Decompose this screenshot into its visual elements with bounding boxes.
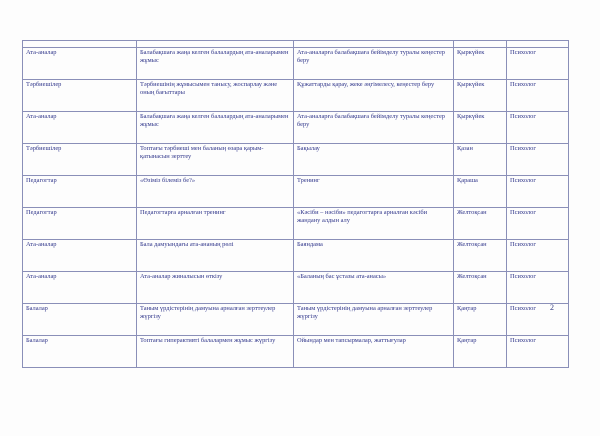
table-row	[23, 208, 569, 240]
cell-form: Ата-аналарға балабақшаға бейімделу туралы кеңестер беру	[294, 112, 454, 144]
cell-target: Тәрбиешілер	[23, 80, 137, 112]
cell-topic: Тәрбиешінің жұмысымен танысу, жоспарлау және оның бағыттары	[137, 80, 294, 112]
cell-responsible: Психолог	[507, 304, 569, 336]
cell-responsible: Психолог	[507, 336, 569, 368]
cell-responsible: Психолог	[507, 208, 569, 240]
cell-form: Құжаттарды қарау, жеке әңгімелесу, кеңестер беру	[294, 80, 454, 112]
cell-target: Ата-аналар	[23, 112, 137, 144]
cell-target: Ата-аналар	[23, 48, 137, 80]
cell-topic: Таным үрдістерінің дамуына арналған зерттеулер жүргізу	[137, 304, 294, 336]
cell-time: Қаңтар	[454, 304, 507, 336]
cell-responsible: Психолог	[507, 112, 569, 144]
cell-topic: Балабақшаға жаңа келген балалардың ата-аналарымен жұмыс	[137, 112, 294, 144]
cell-time: Қараша	[454, 176, 507, 208]
cell-form: «Баланың бас ұстазы ата-анасы»	[294, 272, 454, 304]
cell-target: Ата-аналар	[23, 240, 137, 272]
cell-topic: Топтағы тәрбиеші мен баланың өзара қарым-қатынасын зерттеу	[137, 144, 294, 176]
cell-target: Тәрбиешілер	[23, 144, 137, 176]
cell-responsible: Психолог	[507, 272, 569, 304]
table-row	[23, 48, 569, 80]
cell-topic: Педагогтарға арналған тренинг	[137, 208, 294, 240]
table-row	[23, 240, 569, 272]
cell-topic: Балабақшаға жаңа келген балалардың ата-аналарымен жұмыс	[137, 48, 294, 80]
cell-target: Балалар	[23, 336, 137, 368]
table-row	[23, 112, 569, 144]
table-row	[23, 144, 569, 176]
cell-responsible: Психолог	[507, 80, 569, 112]
cell-time: Қыркүйек	[454, 112, 507, 144]
table-row	[23, 272, 569, 304]
cell-form: Баяндама	[294, 240, 454, 272]
cell-form: Тренинг	[294, 176, 454, 208]
cell-form: Таным үрдістерінің дамуына арналған зерттеулер жүргізу	[294, 304, 454, 336]
cell-time: Қазан	[454, 144, 507, 176]
table-top-edge-row	[23, 41, 569, 48]
cell-form: Ата-аналарға балабақшаға бейімделу туралы кеңестер беру	[294, 48, 454, 80]
cell-form: Бақылау	[294, 144, 454, 176]
table-row	[23, 176, 569, 208]
table-row	[23, 336, 569, 368]
cell-topic: Топтағы гиперактивті балалармен жұмыс жүргізу	[137, 336, 294, 368]
cell-time: Қыркүйек	[454, 80, 507, 112]
cell-responsible: Психолог	[507, 48, 569, 80]
cell-target: Педагогтар	[23, 208, 137, 240]
cell-responsible: Психолог	[507, 176, 569, 208]
cell-time: Желтоқсан	[454, 240, 507, 272]
cell-form: «Кәсіби – нәсіби» педагогтарға арналған кәсіби жандану алдын алу	[294, 208, 454, 240]
cell-target: Ата-аналар	[23, 272, 137, 304]
cell-topic: Бала дамуындағы ата-ананың рөлі	[137, 240, 294, 272]
cell-time: Желтоқсан	[454, 208, 507, 240]
cell-form: Ойындар мен тапсырмалар, жаттығулар	[294, 336, 454, 368]
cell-responsible: Психолог	[507, 240, 569, 272]
cell-time: Қыркүйек	[454, 48, 507, 80]
cell-time: Желтоқсан	[454, 272, 507, 304]
cell-target: Балалар	[23, 304, 137, 336]
page-number: 2	[550, 303, 554, 312]
cell-topic: Ата-аналар жиналысын өткізу	[137, 272, 294, 304]
table-row	[23, 304, 569, 336]
table-row	[23, 80, 569, 112]
cell-responsible: Психолог	[507, 144, 569, 176]
cell-time: Қаңтар	[454, 336, 507, 368]
work-plan-table	[22, 40, 569, 368]
cell-target: Педагогтар	[23, 176, 137, 208]
cell-topic: «Өзіміз білеміз бе?»	[137, 176, 294, 208]
